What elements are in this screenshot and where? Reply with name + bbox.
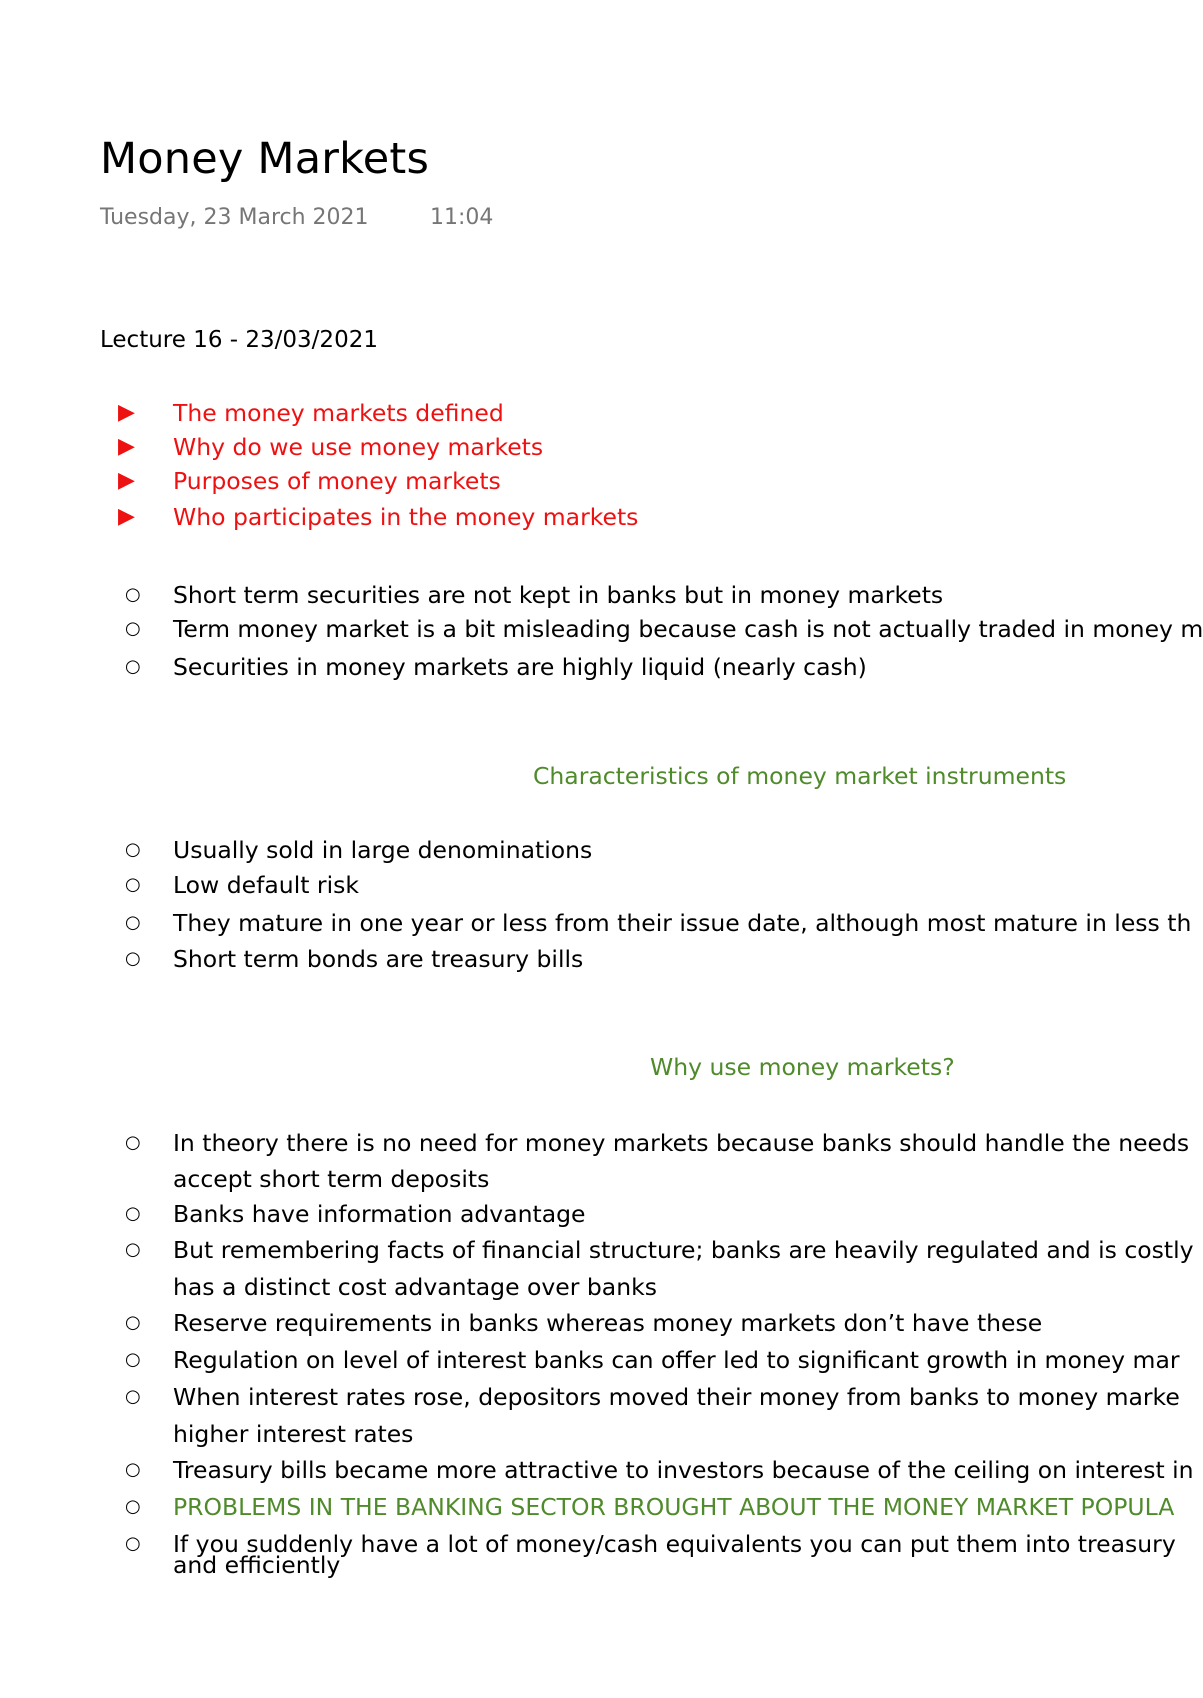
lecture-line: Lecture 16 - 23/03/2021 [100,327,378,353]
list-item [0,906,1200,940]
list-item-continuation: accept short term deposits [173,1165,490,1193]
circle-bullet-icon: ○ [125,1386,141,1407]
list-item-continuation: has a distinct cost advantage over banks [173,1273,657,1301]
list-item [0,1453,1200,1487]
page-date: Tuesday, 23 March 2021 [100,205,369,230]
page-time: 11:04 [430,205,494,230]
list-item-continuation: higher interest rates [173,1420,414,1448]
circle-bullet-icon: ○ [125,1203,141,1224]
list-item-text: Regulation on level of interest banks can offer led to significant growth in money mar [173,1346,1180,1374]
circle-bullet-icon: ○ [125,1312,141,1333]
circle-bullet-icon: ○ [125,1459,141,1480]
section-heading-why-use: Why use money markets? [650,1053,955,1081]
list-item-text: Treasury bills became more attractive to investors because of the ceiling on interest in [173,1456,1194,1484]
list-item-text: Banks have information advantage [173,1200,586,1228]
topic-text: Why do we use money markets [173,433,544,461]
circle-bullet-icon: ○ [125,656,141,677]
circle-bullet-icon: ○ [125,584,141,605]
list-item [0,650,1200,684]
circle-bullet-icon: ○ [125,1349,141,1370]
circle-bullet-icon: ○ [125,1132,141,1153]
list-item-text: In theory there is no need for money markets because banks should handle the needs [173,1129,1190,1157]
list-item [0,1233,1200,1267]
list-item-text: Reserve requirements in banks whereas money markets don’t have these [173,1309,1043,1337]
list-item-text: Securities in money markets are highly liquid (nearly cash) [173,653,867,681]
list-item [0,1343,1200,1377]
list-item-text: When interest rates rose, depositors moved their money from banks to money marke [173,1383,1180,1411]
clipped-line-wrapper [0,1551,1200,1584]
circle-bullet-icon: ○ [125,1239,141,1260]
section-heading-characteristics: Characteristics of money market instruments [533,762,1067,790]
circle-bullet-icon: ○ [125,912,141,933]
circle-bullet-icon: ○ [125,1533,141,1554]
list-item-text: Term money market is a bit misleading because cash is not actually traded in money m [173,615,1203,643]
list-item [0,578,1200,612]
page-title: Money Markets [100,134,430,184]
circle-bullet-icon: ○ [125,839,141,860]
topic-text: The money markets defined [173,399,504,427]
triangle-bullet-icon: ▶ [118,504,135,529]
triangle-bullet-icon: ▶ [118,434,135,459]
list-item-text: But remembering facts of financial structure; banks are heavily regulated and is costly [173,1236,1194,1264]
list-item [0,942,1200,976]
list-item [0,1306,1200,1340]
list-item-text: PROBLEMS IN THE BANKING SECTOR BROUGHT ABOUT THE MONEY MARKET POPULA [173,1493,1175,1521]
triangle-bullet-icon: ▶ [118,400,135,425]
list-item [0,612,1203,646]
topic-item [0,396,1200,430]
circle-bullet-icon: ○ [125,618,141,639]
list-item [0,1126,1200,1160]
list-item [0,1490,1200,1524]
circle-bullet-icon: ○ [125,948,141,969]
list-item [0,833,1200,867]
circle-bullet-icon: ○ [125,1496,141,1517]
topic-text: Purposes of money markets [173,467,501,495]
list-item [0,1197,1200,1231]
topic-text: Who participates in the money markets [173,503,639,531]
topic-item [0,430,1200,464]
list-item [0,1380,1200,1414]
list-item-text: Low default risk [173,871,359,899]
triangle-bullet-icon: ▶ [118,468,135,493]
list-item-text: Usually sold in large denominations [173,836,593,864]
topic-item [0,464,1200,498]
list-item-text: They mature in one year or less from their issue date, although most mature in less th [173,909,1192,937]
list-item-continuation: and efficiently [173,1551,341,1579]
list-item-text: Short term securities are not kept in banks but in money markets [173,581,944,609]
list-item-text: If you suddenly have a lot of money/cash equivalents you can put them into treasury [173,1530,1176,1558]
list-item-text: Short term bonds are treasury bills [173,945,584,973]
circle-bullet-icon: ○ [125,874,141,895]
list-item [0,868,1200,902]
topic-item [0,500,1200,534]
